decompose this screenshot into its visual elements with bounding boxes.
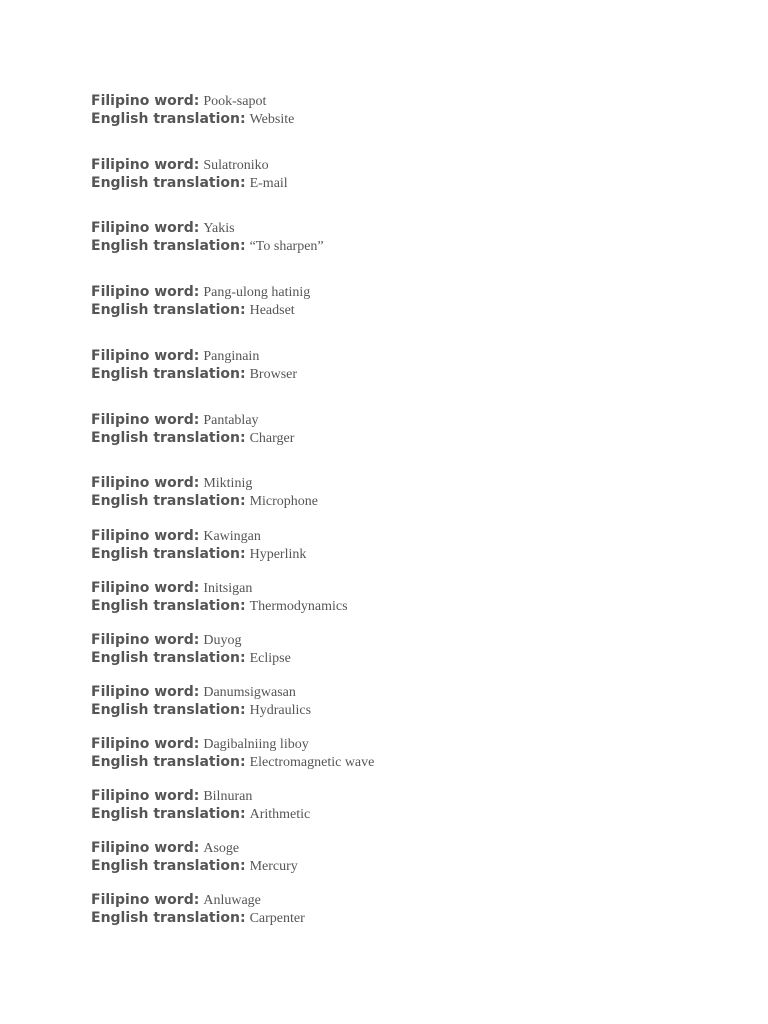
filipino-word: Panginain (203, 349, 260, 364)
english-line (91, 701, 731, 719)
english-line (91, 365, 731, 383)
filipino-label: Filipino word: (91, 892, 200, 908)
english-translation: “To sharpen” (249, 239, 324, 254)
english-translation: Eclipse (249, 651, 291, 666)
english-line (91, 492, 731, 510)
filipino-line (91, 891, 731, 909)
english-label: English translation: (91, 238, 246, 254)
vocabulary-entry (91, 787, 731, 823)
vocabulary-entry (91, 891, 731, 927)
english-translation: Arithmetic (249, 807, 311, 822)
english-translation: Browser (249, 367, 298, 382)
filipino-line (91, 411, 731, 429)
english-translation: Hyperlink (249, 547, 307, 562)
filipino-line (91, 283, 731, 301)
vocabulary-entry (91, 579, 731, 615)
vocabulary-entry (91, 156, 731, 192)
english-line (91, 237, 731, 255)
filipino-word: Yakis (203, 221, 235, 236)
filipino-label: Filipino word: (91, 684, 200, 700)
filipino-label: Filipino word: (91, 220, 200, 236)
filipino-line (91, 787, 731, 805)
filipino-line (91, 735, 731, 753)
filipino-word: Miktinig (203, 476, 253, 491)
filipino-label: Filipino word: (91, 788, 200, 804)
english-line (91, 301, 731, 319)
filipino-line (91, 474, 731, 492)
vocabulary-entry (91, 474, 731, 510)
vocabulary-entry (91, 683, 731, 719)
filipino-line (91, 527, 731, 545)
english-line (91, 649, 731, 667)
english-translation: Thermodynamics (249, 599, 348, 614)
english-label: English translation: (91, 493, 246, 509)
english-line (91, 545, 731, 563)
english-line (91, 805, 731, 823)
filipino-word: Sulatroniko (203, 158, 269, 173)
english-line (91, 110, 731, 128)
filipino-label: Filipino word: (91, 348, 200, 364)
english-label: English translation: (91, 430, 246, 446)
filipino-label: Filipino word: (91, 736, 200, 752)
english-translation: Electromagnetic wave (249, 755, 375, 770)
filipino-word: Danumsigwasan (203, 685, 296, 700)
english-label: English translation: (91, 302, 246, 318)
filipino-word: Initsigan (203, 581, 253, 596)
english-label: English translation: (91, 650, 246, 666)
vocabulary-entry (91, 735, 731, 771)
english-translation: E-mail (249, 176, 288, 191)
filipino-line (91, 92, 731, 110)
english-label: English translation: (91, 111, 246, 127)
english-label: English translation: (91, 702, 246, 718)
filipino-word: Asoge (203, 841, 240, 856)
filipino-label: Filipino word: (91, 93, 200, 109)
filipino-word: Pang-ulong hatinig (203, 285, 311, 300)
filipino-label: Filipino word: (91, 475, 200, 491)
filipino-line (91, 156, 731, 174)
vocabulary-entry (91, 92, 731, 128)
filipino-word: Pantablay (203, 413, 259, 428)
vocabulary-entry (91, 631, 731, 667)
english-label: English translation: (91, 175, 246, 191)
english-line (91, 174, 731, 192)
english-label: English translation: (91, 598, 246, 614)
english-line (91, 753, 731, 771)
filipino-line (91, 579, 731, 597)
english-label: English translation: (91, 806, 246, 822)
english-label: English translation: (91, 858, 246, 874)
filipino-label: Filipino word: (91, 157, 200, 173)
filipino-line (91, 839, 731, 857)
vocabulary-entry (91, 347, 731, 383)
english-label: English translation: (91, 910, 246, 926)
english-translation: Website (249, 112, 295, 127)
filipino-label: Filipino word: (91, 580, 200, 596)
english-translation: Charger (249, 431, 295, 446)
english-line (91, 429, 731, 447)
filipino-label: Filipino word: (91, 840, 200, 856)
vocabulary-entry (91, 411, 731, 447)
filipino-line (91, 219, 731, 237)
english-translation: Headset (249, 303, 295, 318)
filipino-label: Filipino word: (91, 528, 200, 544)
vocabulary-entry (91, 283, 731, 319)
filipino-label: Filipino word: (91, 412, 200, 428)
english-label: English translation: (91, 754, 246, 770)
english-label: English translation: (91, 546, 246, 562)
english-translation: Hydraulics (249, 703, 312, 718)
filipino-word: Dagibalniing liboy (203, 737, 309, 752)
english-line (91, 909, 731, 927)
vocabulary-entry (91, 527, 731, 563)
filipino-word: Duyog (203, 633, 242, 648)
filipino-line (91, 347, 731, 365)
filipino-word: Bilnuran (203, 789, 253, 804)
english-line (91, 597, 731, 615)
vocabulary-entry (91, 839, 731, 875)
english-translation: Carpenter (249, 911, 305, 926)
vocabulary-entry (91, 219, 731, 255)
english-translation: Mercury (249, 859, 298, 874)
filipino-word: Pook-sapot (203, 94, 267, 109)
filipino-word: Anluwage (203, 893, 261, 908)
english-label: English translation: (91, 366, 246, 382)
english-line (91, 857, 731, 875)
english-translation: Microphone (249, 494, 319, 509)
filipino-line (91, 683, 731, 701)
filipino-label: Filipino word: (91, 632, 200, 648)
filipino-label: Filipino word: (91, 284, 200, 300)
filipino-line (91, 631, 731, 649)
filipino-word: Kawingan (203, 529, 261, 544)
